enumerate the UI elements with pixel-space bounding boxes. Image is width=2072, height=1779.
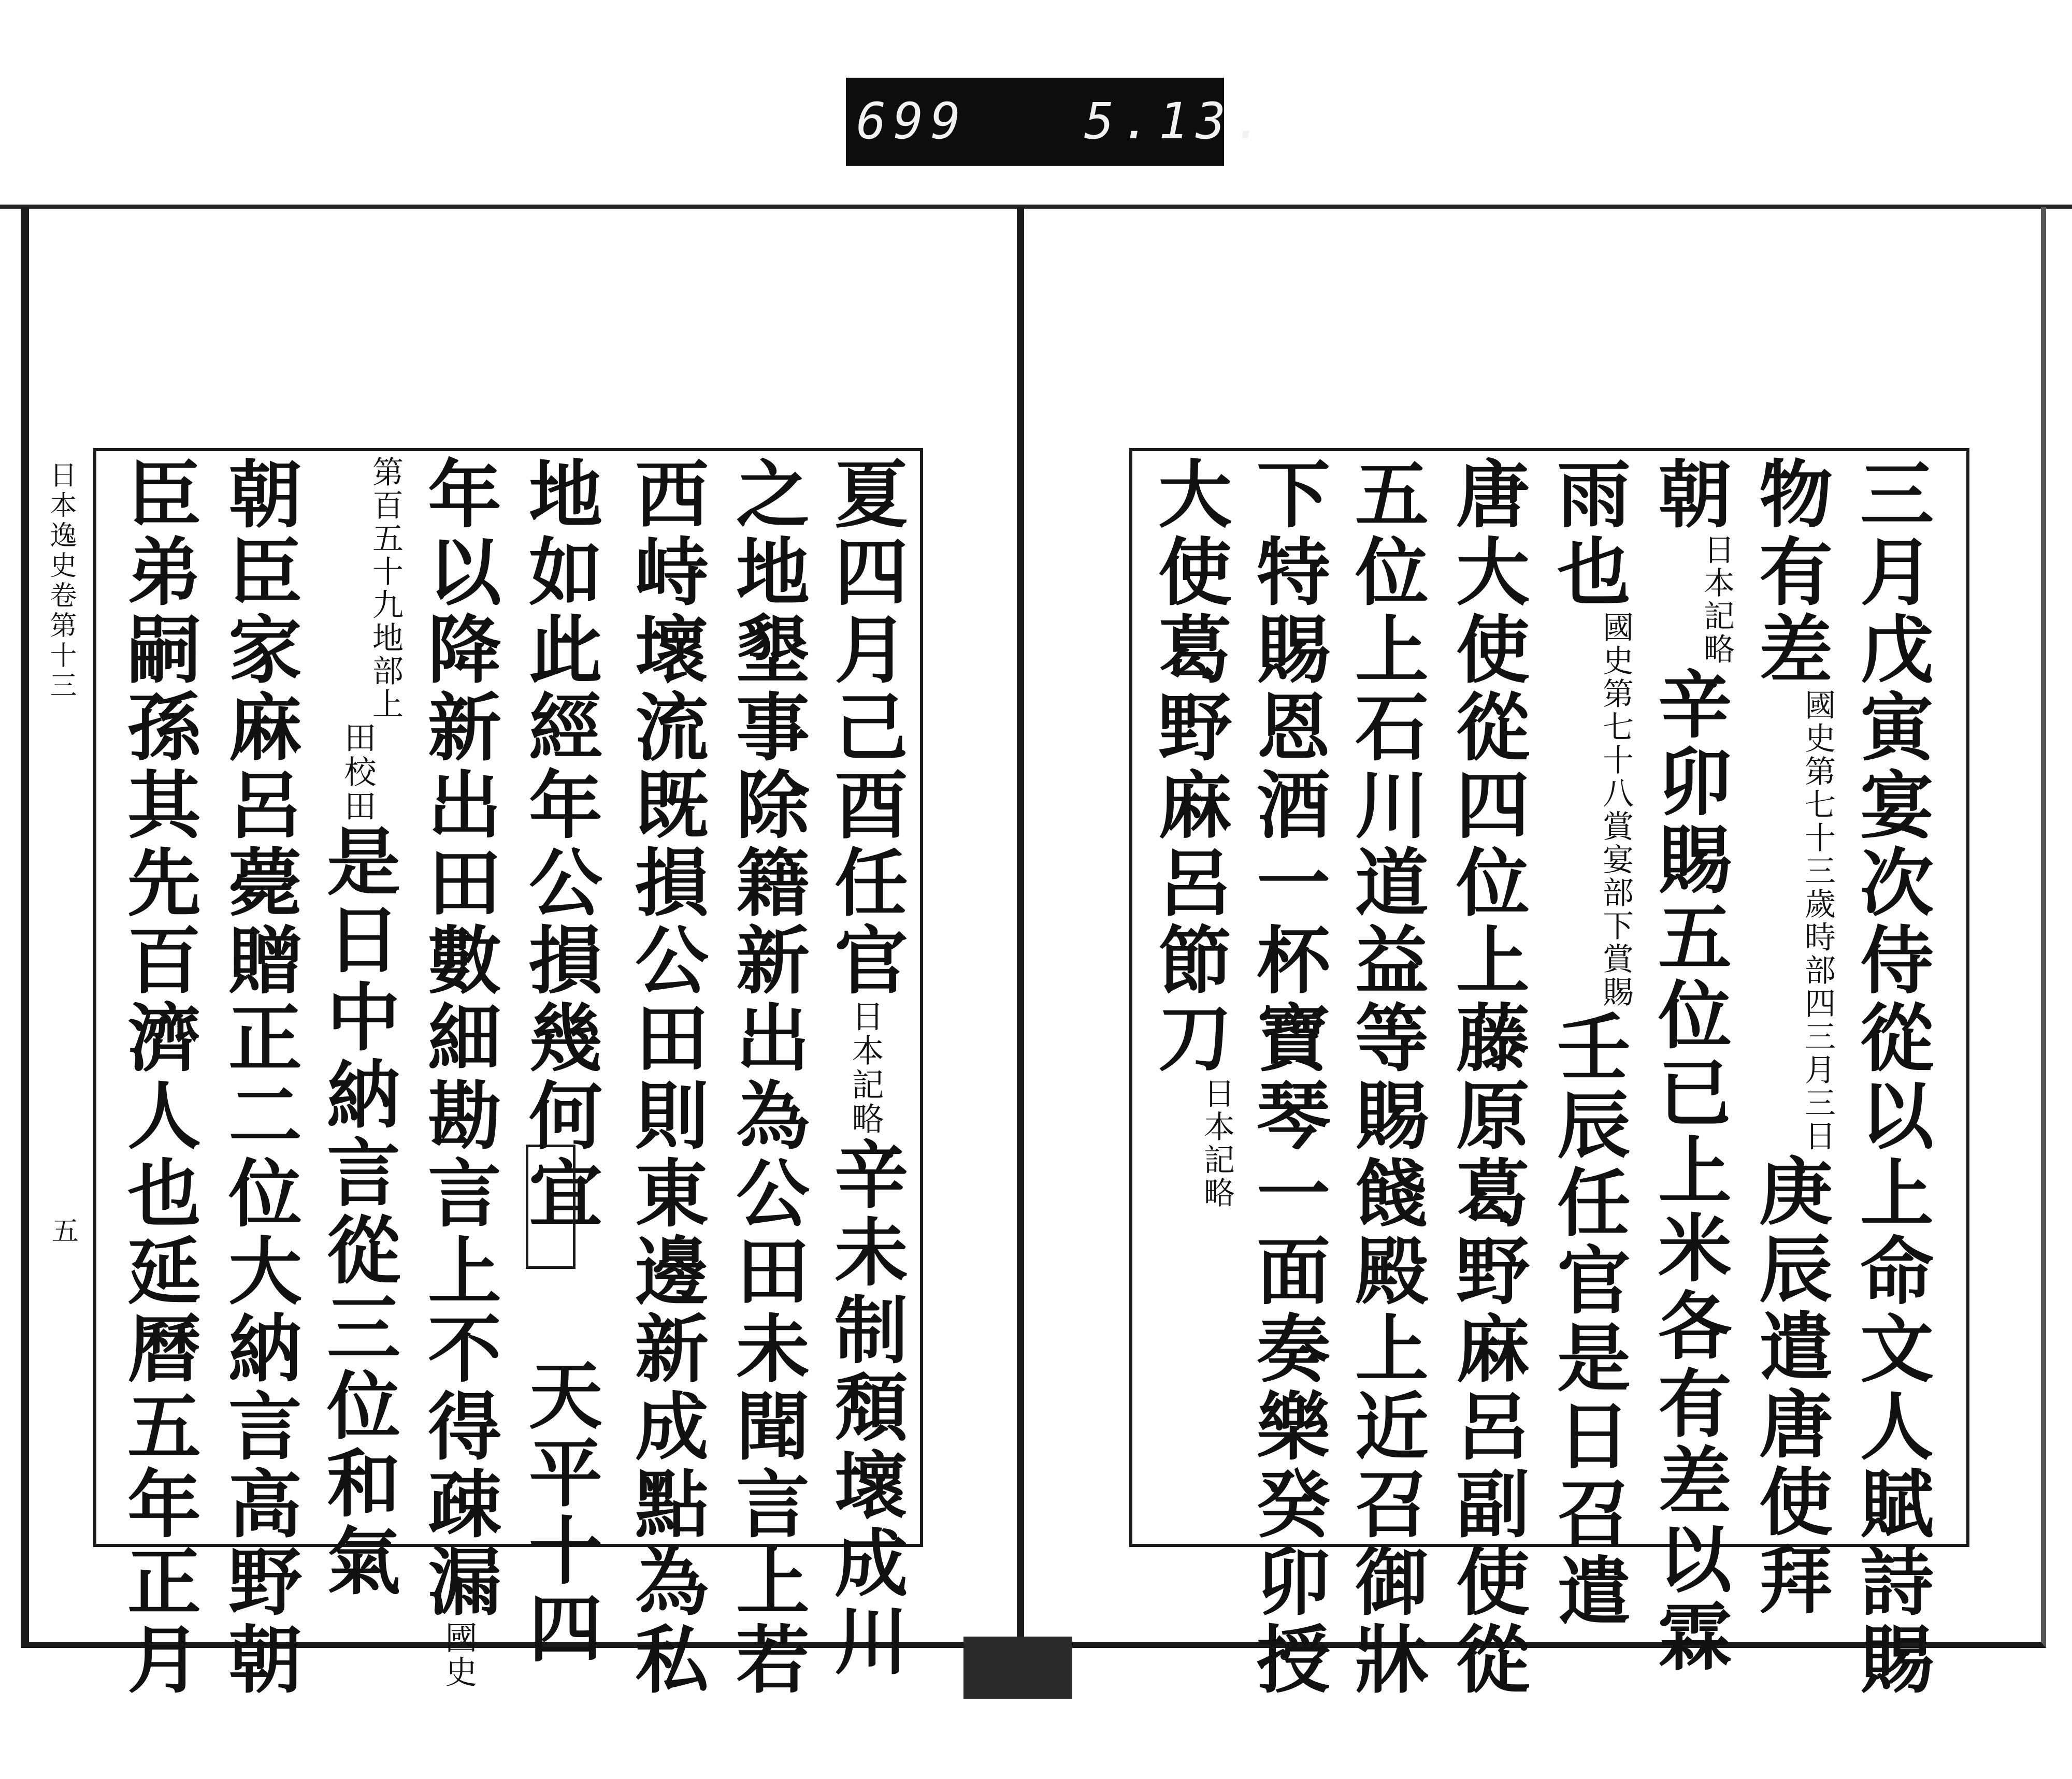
column-text: 西峙壞流既損公田則東邊新成點為私 [623, 456, 709, 1699]
column-note [1695, 533, 1738, 666]
left-column-6 [308, 456, 407, 1600]
right-column-8 [1140, 456, 1238, 1533]
column-text-cont: 庚辰遣唐使拜 [1747, 1153, 1833, 1619]
right-column-5 [1437, 456, 1536, 1699]
note-line-b: 時部四三月三日 [1800, 921, 1836, 1153]
left-column-3 [616, 456, 715, 1699]
note-line-a: 日本 [1699, 533, 1735, 600]
column-text: 是日中納言從三位和氣 [314, 823, 400, 1600]
column-note [1594, 611, 1637, 1009]
column-text: 大使葛野麻呂節刀 [1146, 456, 1232, 1077]
film-label-left: 699 [856, 92, 968, 150]
column-text: 物有差 [1747, 456, 1833, 689]
right-column-1 [1841, 456, 1940, 1699]
column-note [1796, 689, 1839, 1153]
note-line-b: 地部上 [367, 621, 404, 721]
column-text: 夏四月己酉任官 [822, 456, 908, 1000]
right-column-7 [1238, 456, 1336, 1699]
right-column-6 [1336, 456, 1435, 1699]
header-sidebar: 日本逸史卷第十三 [45, 461, 76, 701]
note-line-a: 日本 [1199, 1077, 1235, 1144]
column-text-cont: 辛卯賜五位已上米各有差以霖 [1646, 666, 1732, 1676]
film-label [846, 78, 1270, 166]
column-note: 日本記略 [846, 1000, 884, 1136]
note-line-a: 國史第七十三歲 [1800, 689, 1836, 921]
book-spine [1017, 207, 1024, 1647]
left-column-1 [816, 456, 914, 1680]
column-text: 朝 [1646, 456, 1732, 533]
column-text: 五位上石川道益等賜餞殿上近召御牀 [1343, 456, 1429, 1699]
right-column-2 [1740, 456, 1839, 1619]
blank-box [526, 1145, 575, 1269]
column-text-cont: 辛未制頽壞成川 [822, 1136, 908, 1680]
left-column-8 [109, 456, 207, 1699]
note-line-b: 賞宴部下賞賜 [1598, 810, 1634, 1009]
left-column-2 [717, 456, 816, 1699]
column-text: 三月戊寅宴次侍從以上命文人賦詩賜 [1848, 456, 1934, 1699]
column-note [1196, 1077, 1238, 1210]
column-note-field-2: 校田 [339, 755, 377, 823]
note-line-b: 記略 [1199, 1144, 1235, 1210]
column-text: 下特賜恩酒一杯寶琴一面奏樂癸卯授 [1244, 456, 1330, 1699]
film-label-right: 5.13. [1084, 92, 1270, 150]
right-column-4 [1538, 456, 1637, 1630]
column-text-cont: 天平十四 [516, 1357, 602, 1668]
column-text: 唐大使從四位上藤原葛野麻呂副使從 [1444, 456, 1530, 1699]
note-line-b: 記略 [1699, 600, 1735, 666]
column-text: 之地墾事除籍新出為公田未聞言上若 [724, 456, 810, 1699]
column-text: 年以降新出田數細勘言上不得疎漏 [415, 456, 501, 1621]
column-text: 朝臣家麻呂薨贈正二位大納言高野朝 [216, 456, 302, 1699]
left-column-4 [510, 456, 609, 1668]
column-text: 地如此經年公損幾何宜 [516, 456, 602, 1233]
note-line-a: 國史第七十八 [1598, 611, 1634, 810]
column-note-field: 田 [339, 721, 377, 755]
right-column-3 [1639, 456, 1738, 1676]
left-column-5 [409, 456, 508, 1689]
note-line-a: 第百五十九 [367, 456, 404, 621]
scan-smudge [963, 1637, 1072, 1699]
column-text-cont: 壬辰任官是日召遣 [1545, 1009, 1631, 1630]
left-column-7 [210, 456, 308, 1699]
column-note: 國史 [440, 1621, 478, 1689]
column-text: 臣弟嗣孫其先百濟人也延曆五年正月 [115, 456, 201, 1699]
column-note [364, 456, 407, 721]
column-text: 雨也 [1545, 456, 1631, 611]
page-number: 五 [52, 1216, 79, 1247]
